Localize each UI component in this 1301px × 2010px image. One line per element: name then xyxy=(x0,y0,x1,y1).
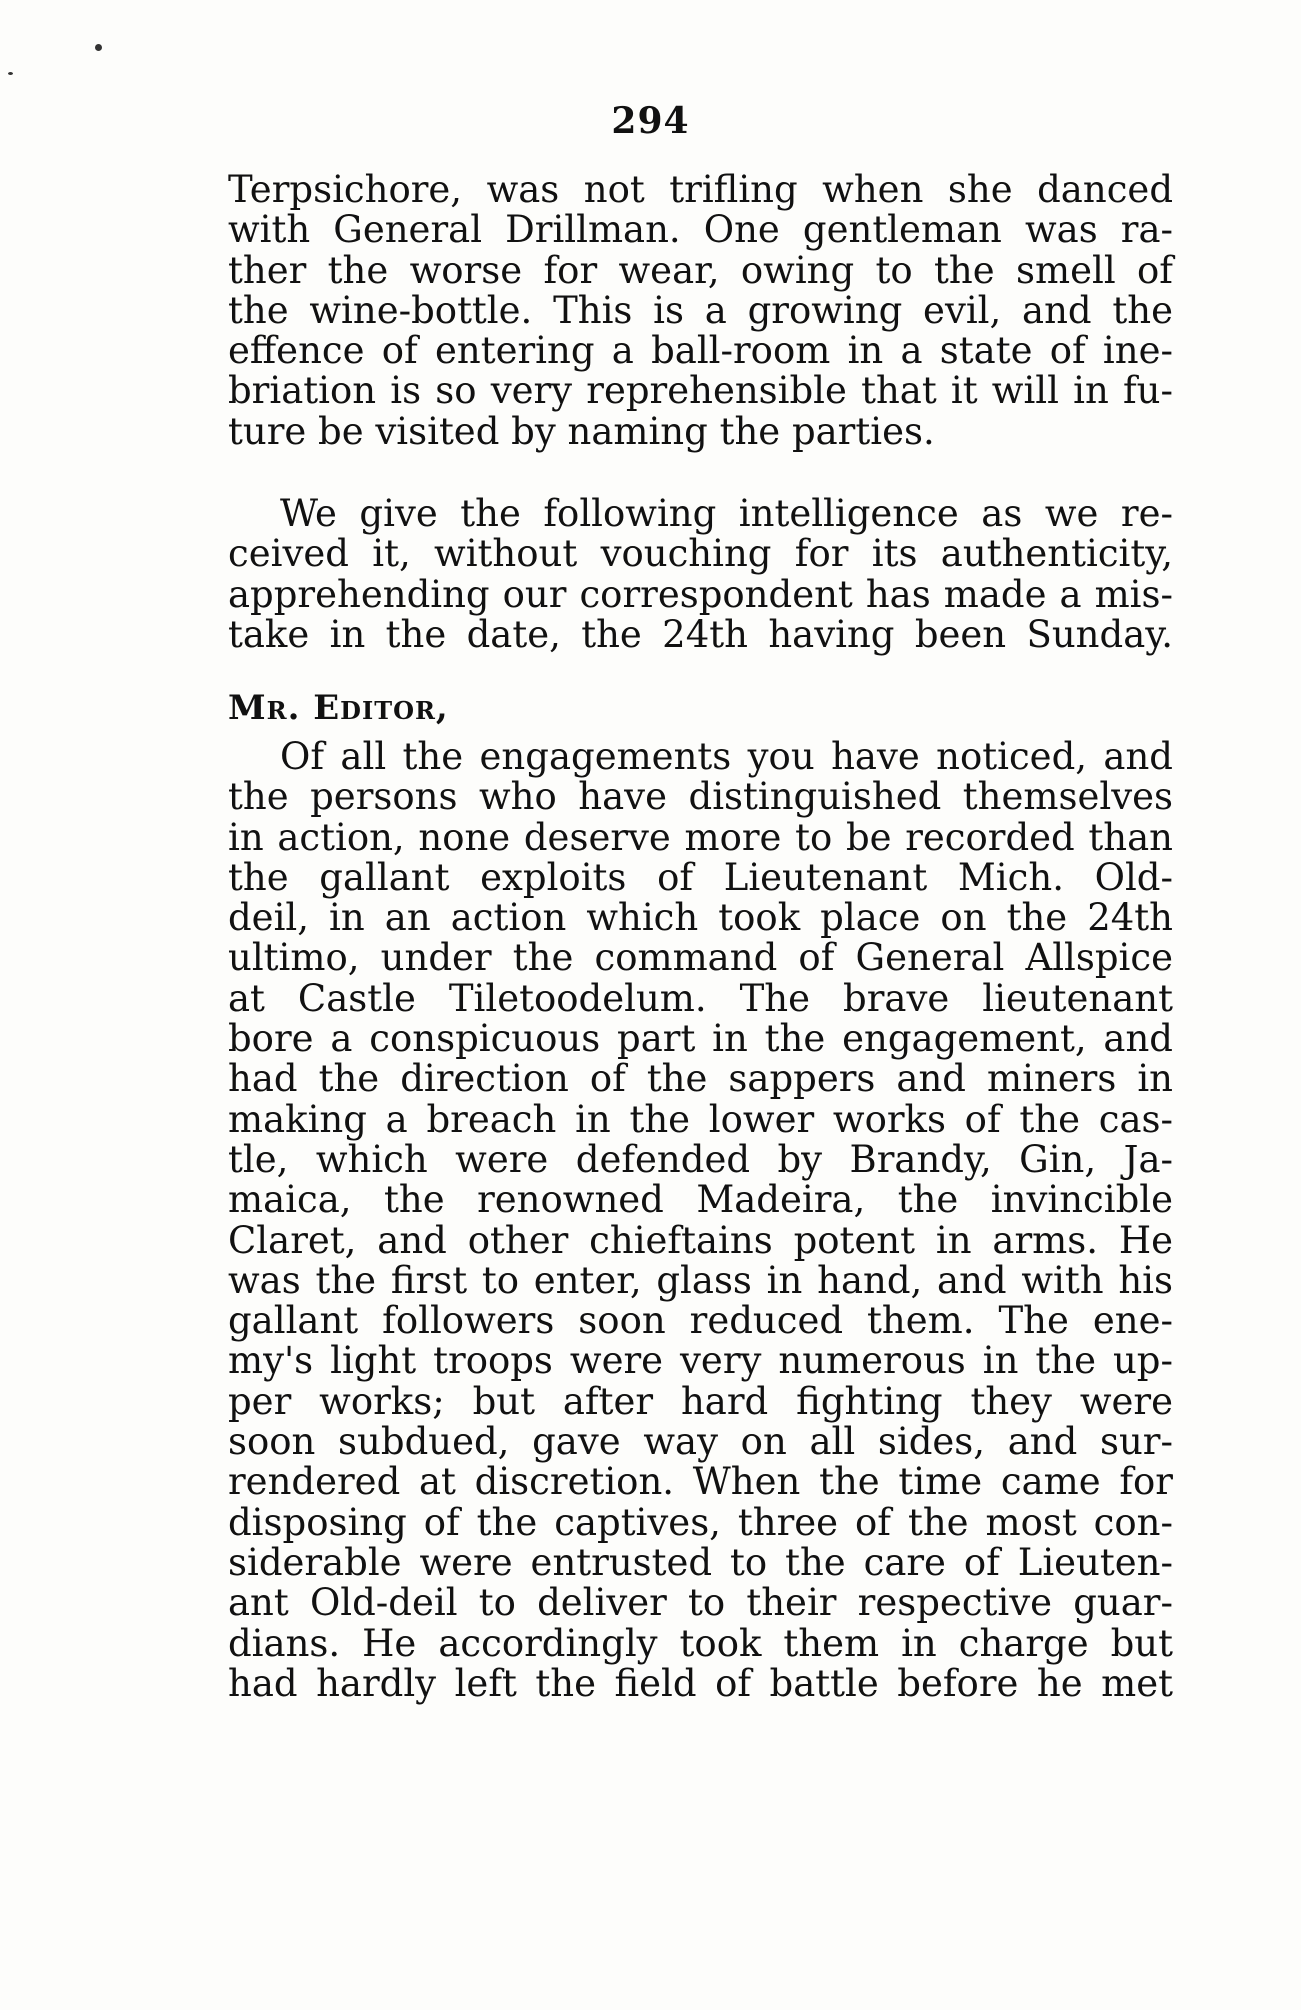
text-line: per works; but after hard fighting they were xyxy=(228,1379,1173,1423)
text-line: Of all the engagements you have noticed, and xyxy=(280,735,1173,778)
scan-speck xyxy=(8,72,13,75)
text-line: had hardly left the field of battle before he met xyxy=(228,1661,1173,1705)
text-line: deil, in an action which took place on the 24th xyxy=(228,896,1173,940)
text-line: ceived it, without vouching for its authenticity, xyxy=(228,532,1173,576)
text-line: ant Old-deil to deliver to their respective guar- xyxy=(228,1581,1173,1625)
text-line: disposing of the captives, three of the most con- xyxy=(228,1500,1173,1544)
paragraph-3 xyxy=(228,737,1173,1704)
paragraph-2 xyxy=(228,494,1173,655)
text-line: Terpsichore, was not trifling when she danced xyxy=(228,168,1173,211)
text-line: apprehending our correspondent has made a mis- xyxy=(228,572,1173,616)
text-line: dians. He accordingly took them in charge but xyxy=(228,1621,1173,1665)
scan-speck xyxy=(95,44,102,51)
text-line: with General Drillman. One gentleman was ra- xyxy=(228,208,1173,252)
text-line: my's light troops were very numerous in the up- xyxy=(228,1339,1173,1383)
text-line: in action, none deserve more to be recorded than xyxy=(228,815,1173,859)
text-line: ture be visited by naming the parties. xyxy=(228,409,935,453)
text-line: We give the following intelligence as we re- xyxy=(280,492,1173,535)
paragraph-1 xyxy=(228,170,1173,452)
page-number: 294 xyxy=(611,100,690,142)
text-line: the persons who have distinguished themselves xyxy=(228,775,1173,819)
text-line: gallant followers soon reduced them. The ene- xyxy=(228,1299,1173,1343)
text-line: at Castle Tiletoodelum. The brave lieutenant xyxy=(228,976,1173,1020)
text-line: Claret, and other chieftains potent in arms. He xyxy=(228,1218,1173,1262)
text-line: rendered at discretion. When the time came for xyxy=(228,1460,1173,1504)
text-line: siderable were entrusted to the care of Lieuten- xyxy=(228,1540,1173,1584)
text-line: effence of entering a ball-room in a state of ine- xyxy=(228,329,1173,373)
text-line: maica, the renowned Madeira, the invincible xyxy=(228,1178,1173,1222)
text-line: bore a conspicuous part in the engagement, and xyxy=(228,1017,1173,1061)
text-line: briation is so very reprehensible that it will in fu- xyxy=(228,369,1173,413)
text-line: the gallant exploits of Lieutenant Mich. Old- xyxy=(228,855,1173,899)
text-line: soon subdued, gave way on all sides, and sur- xyxy=(228,1420,1173,1464)
text-line: was the first to enter, glass in hand, and with his xyxy=(228,1258,1173,1302)
letter-salutation: Mr. Editor, xyxy=(228,688,449,728)
text-line: making a breach in the lower works of the cas- xyxy=(228,1097,1173,1141)
text-line: the wine-bottle. This is a growing evil, and the xyxy=(228,288,1173,332)
text-line: had the direction of the sappers and miners in xyxy=(228,1057,1173,1101)
text-line: tle, which were defended by Brandy, Gin, Ja- xyxy=(228,1137,1173,1181)
text-line: ultimo, under the command of General Allspice xyxy=(228,936,1173,980)
text-line: ther the worse for wear, owing to the smell of xyxy=(228,248,1173,292)
text-line: take in the date, the 24th having been Sunday. xyxy=(228,612,1173,656)
